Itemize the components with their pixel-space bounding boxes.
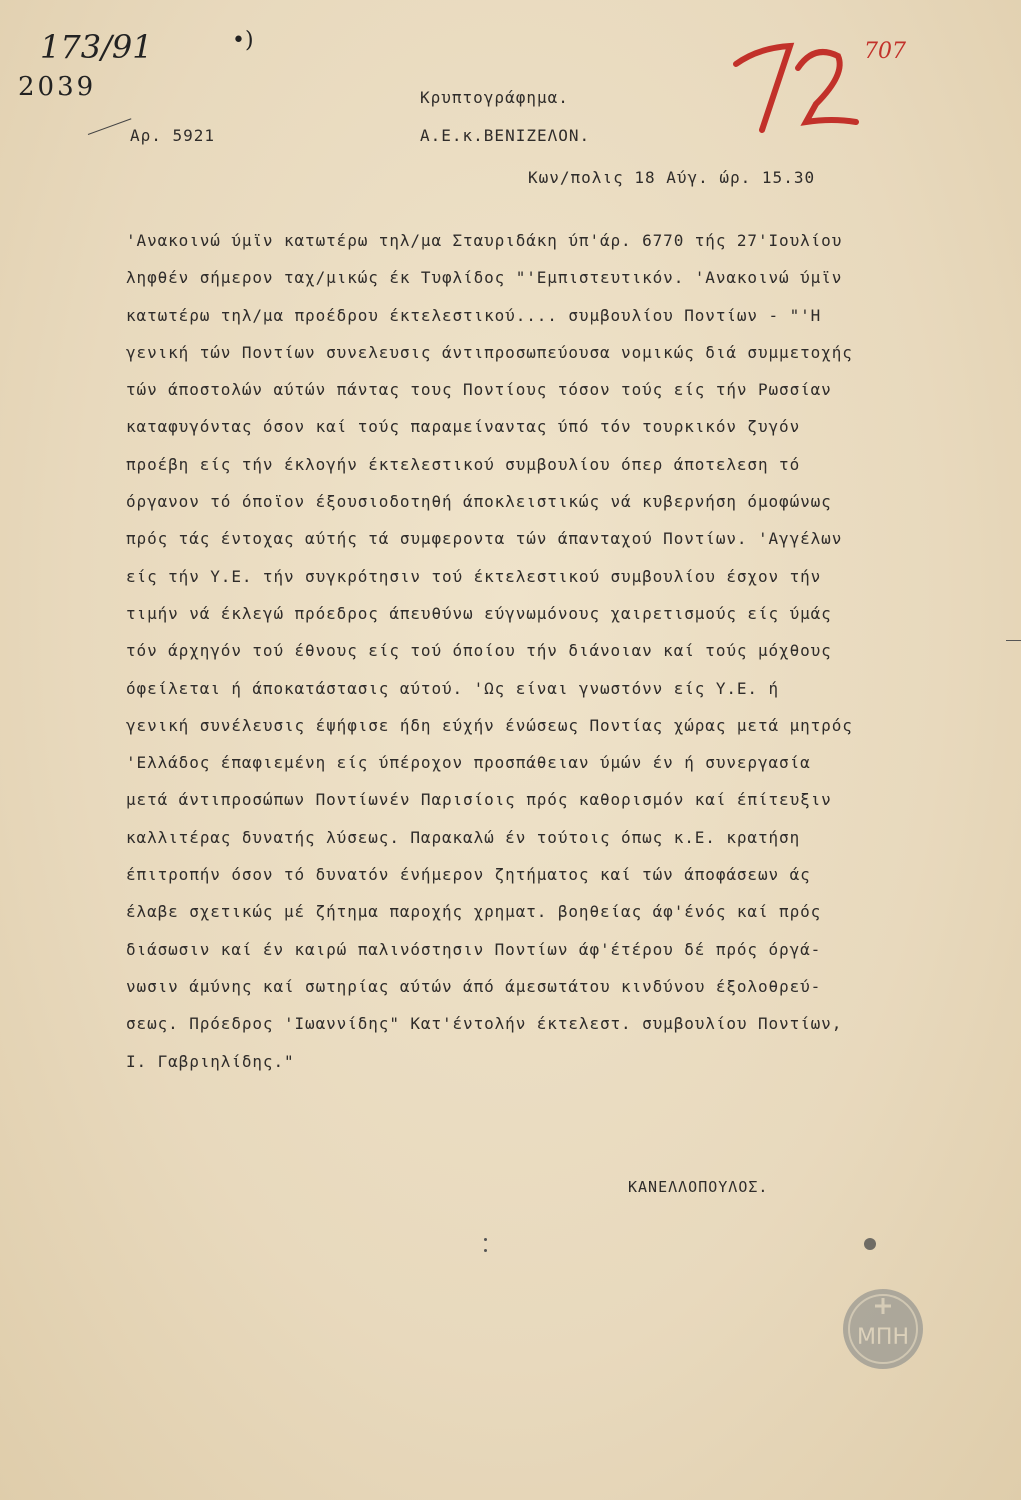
body-line: Ι. Γαβριηλίδης." bbox=[126, 1051, 295, 1071]
ink-spot bbox=[864, 1238, 876, 1250]
body-line: τόν άρχηγόν τού έθνους είς τού όποίου τήν διάνοιαν καί τούς μόχθους bbox=[126, 641, 832, 661]
body-line: 'Ανακοινώ ύμϊν κατωτέρω τηλ/μα Σταυριδάκη ύπ'άρ. 6770 τής 27'Ιουλίου bbox=[126, 231, 843, 250]
body-line: καταφυγόντας όσον καί τούς παραμείναντας ύπό τόν τουρκικόν ζυγόν bbox=[126, 417, 801, 437]
body-line: πρός τάς έντοχας αύτής τά συμφεροντα τών άπανταχού Ποντίων. 'Αγγέλων bbox=[126, 529, 843, 549]
body-line: όφείλεται ή άποκατάστασις αύτού. 'Ως είναι γνωστόνν είς Υ.Ε. ή bbox=[126, 678, 780, 698]
body-line: γενική τών Ποντίων συνελευσις άντιπροσωπεύουσα νομικώς διά συμμετοχής bbox=[126, 342, 853, 362]
red-pencil-annotation bbox=[728, 26, 958, 136]
body-line: 'Ελλάδος έπαφιεμένη είς ύπέροχον προσπάθειαν ύμών έν ή συνεργασία bbox=[126, 753, 811, 773]
body-line: νωσιν άμύνης καί σωτηρίας αύτών άπό άμεσωτάτου κινδύνου έξολοθρεύ- bbox=[126, 976, 822, 996]
body-line: κατωτέρω τηλ/μα προέδρου έκτελεστικού.... συμβουλίου Ποντίων - "'Η bbox=[126, 305, 822, 325]
addressee: Α.Ε.κ.ΒΕΝΙΖΕΛΟΝ. bbox=[420, 126, 591, 145]
body-line: έλαβε σχετικώς μέ ζήτημα παροχής χρηματ. βοηθείας άφ'ένός καί πρός bbox=[126, 902, 822, 922]
body-line: σεως. Πρόεδρος 'Ιωαννίδης" Κατ'έντολήν έκτελεστ. συμβουλίου Ποντίων, bbox=[126, 1014, 843, 1034]
red-annotation-extra: 707 bbox=[864, 39, 906, 64]
archive-item-number: 2039 bbox=[18, 72, 97, 102]
body-line: καλλιτέρας δυνατής λύσεως. Παρακαλώ έν τούτοις όπως κ.Ε. κρατήση bbox=[126, 827, 801, 847]
body-line: γενική συνέλευσις έψήφισε ήδη εύχήν ένώσεως Ποντίας χώρας μετά μητρός bbox=[126, 715, 853, 735]
edge-mark bbox=[1006, 640, 1021, 641]
telegram-body bbox=[126, 222, 966, 1080]
svg-text:ΜΠΗ: ΜΠΗ bbox=[856, 1325, 910, 1350]
body-line: διάσωσιν καί έν καιρώ παλινόστησιν Ποντίων άφ'έτέρου δέ πρός όργά- bbox=[126, 939, 822, 959]
body-line: έπιτροπήν όσον τό δυνατόν ένήμερον ζητήματος καί τών άποφάσεων άς bbox=[126, 865, 811, 885]
reference-pen-stroke bbox=[88, 118, 132, 135]
body-line: προέβη είς τήν έκλογήν έκτελεστικού συμβουλίου όπερ άποτελεση τό bbox=[126, 454, 801, 474]
body-line: μετά άντιπροσώπων Ποντίωνέν Παρισίοις πρός καθορισμόν καί έπίτευξιν bbox=[126, 790, 832, 810]
document-title: Κρυπτογράφημα. bbox=[420, 88, 569, 107]
body-line: είς τήν Υ.Ε. τήν συγκρότησιν τού έκτελεστικού συμβουλίου έσχον τήν bbox=[126, 566, 822, 586]
archive-mark: •) bbox=[232, 28, 254, 53]
body-line: τών άποστολών αύτών πάντας τους Ποντίους τόσον τούς είς τήν Ρωσσίαν bbox=[126, 380, 832, 400]
signature: ΚΑΝΕΛΛΟΠΟΥΛΟΣ. bbox=[628, 1178, 769, 1196]
body-line: όργανον τό όποϊον έξουσιοδοτηθή άποκλειστικώς νά κυβερνήση όμοφώνως bbox=[126, 492, 832, 512]
reference-number: Αρ. 5921 bbox=[130, 126, 216, 145]
punch-hole-marks bbox=[484, 1238, 488, 1264]
body-line: ληφθέν σήμερον ταχ/μικώς έκ Τυφλίδος "'Εμπιστευτικόν. 'Ανακοινώ ύμϊν bbox=[126, 268, 843, 288]
place-and-date: Κων/πολις 18 Αύγ. ώρ. 15.30 bbox=[528, 168, 816, 187]
archive-folder-number: 173/91 bbox=[40, 28, 153, 66]
body-line: τιμήν νά έκλεγώ πρόεδρος άπευθύνω εύγνωμόνους χαιρετισμούς είς ύμάς bbox=[126, 603, 832, 623]
archive-stamp-seal bbox=[840, 1286, 926, 1372]
